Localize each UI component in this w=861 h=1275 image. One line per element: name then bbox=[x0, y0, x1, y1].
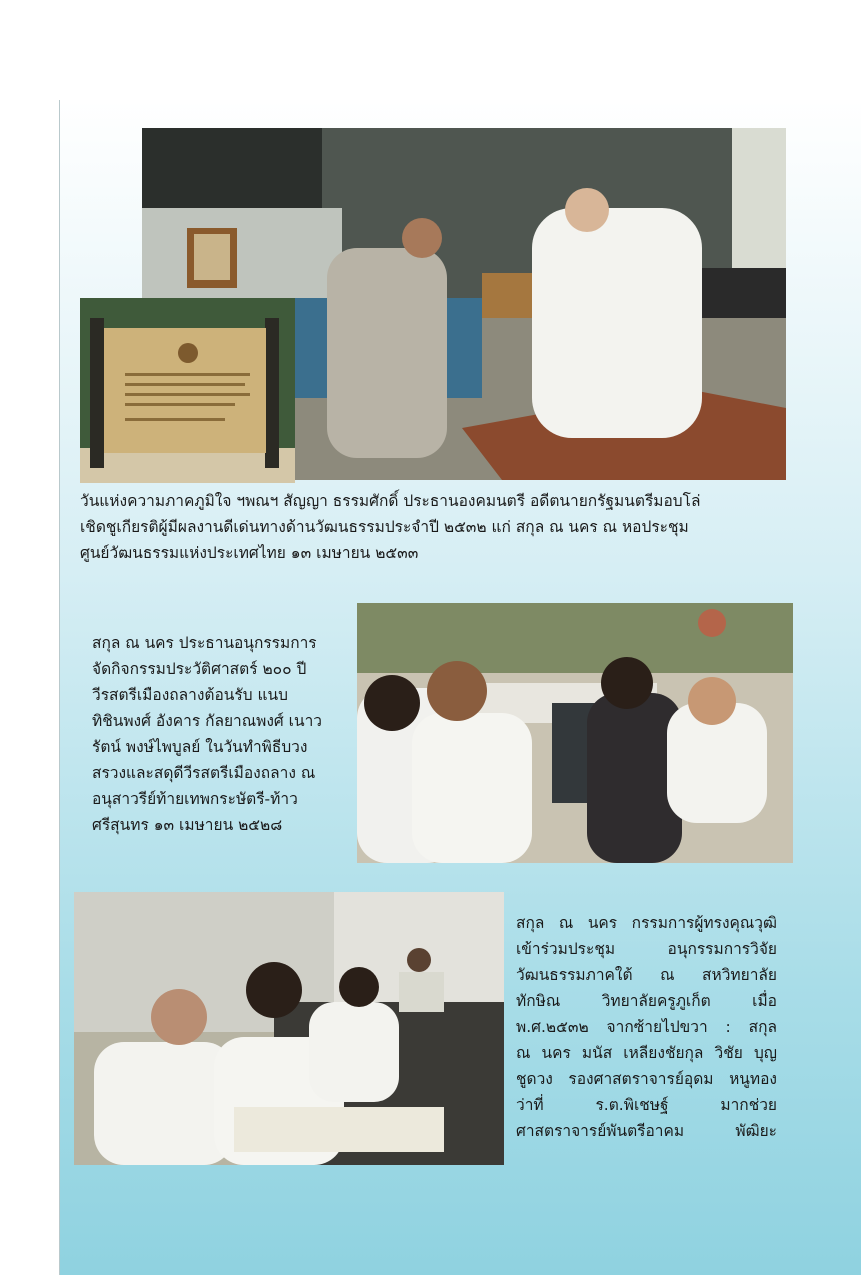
caption-line: วีรสตรีเมืองถลางต้อนรับ แนบ bbox=[92, 686, 288, 704]
caption-line: ศาสตราจารย์พันตรีอาคม พัฒิยะ bbox=[516, 1122, 777, 1140]
meeting-caption bbox=[516, 910, 777, 1144]
caption-line: เชิดชูเกียรติผู้มีผลงานดีเด่นทางด้านวัฒนธรรมประจำปี ๒๕๓๒ แก่ สกุล ณ นคร ณ หอประชุม bbox=[80, 518, 689, 536]
caption-line: อนุสาวรีย์ท้ายเทพกระษัตรี-ท้าว bbox=[92, 790, 298, 808]
award-caption bbox=[80, 488, 786, 566]
caption-line: ศูนย์วัฒนธรรมแห่งประเทศไทย ๑๓ เมษายน ๒๕๓๓ bbox=[80, 544, 419, 562]
caption-line: สกุล ณ นคร ประธานอนุกรรมการ bbox=[92, 634, 317, 652]
caption-line: สรวงและสดุดีวีรสตรีเมืองถลาง ณ bbox=[92, 764, 316, 782]
caption-line: ว่าที่ ร.ต.พิเชษฐ์ มากช่วย bbox=[516, 1096, 777, 1114]
caption-line: สกุล ณ นคร กรรมการผู้ทรงคุณวุฒิ bbox=[516, 914, 777, 932]
caption-line: ทิชินพงศ์ อังคาร กัลยาณพงศ์ เนาว bbox=[92, 712, 322, 730]
plaque-inset-photo bbox=[80, 298, 295, 483]
caption-line: วันแห่งความภาคภูมิใจ ฯพณฯ สัญญา ธรรมศักดิ์ ประธานองคมนตรี อดีตนายกรัฐมนตรีมอบโล่ bbox=[80, 492, 701, 510]
heroines-event-photo bbox=[357, 603, 793, 863]
caption-line: ศรีสุนทร ๑๓ เมษายน ๒๕๒๘ bbox=[92, 816, 283, 834]
caption-line: รัตน์ พงษ์ไพบูลย์ ในวันทำพิธีบวง bbox=[92, 738, 308, 756]
caption-line: ชูดวง รองศาสตราจารย์อุดม หนูทอง bbox=[516, 1070, 777, 1088]
heroines-caption bbox=[92, 630, 342, 838]
caption-line: ทักษิณ วิทยาลัยครูภูเก็ต เมื่อ bbox=[516, 992, 777, 1010]
caption-line: ณ นคร มนัส เหลียงชัยกุล วิชัย บุญ bbox=[516, 1044, 777, 1062]
caption-line: เข้าร่วมประชุม อนุกรรมการวิจัย bbox=[516, 940, 777, 958]
meeting-photo bbox=[74, 892, 504, 1165]
caption-line: พ.ศ.๒๕๓๒ จากซ้ายไปขวา : สกุล bbox=[516, 1018, 777, 1036]
caption-line: วัฒนธรรมภาคใต้ ณ สหวิทยาลัย bbox=[516, 966, 777, 984]
caption-line: จัดกิจกรรมประวัติศาสตร์ ๒๐๐ ปี bbox=[92, 660, 307, 678]
